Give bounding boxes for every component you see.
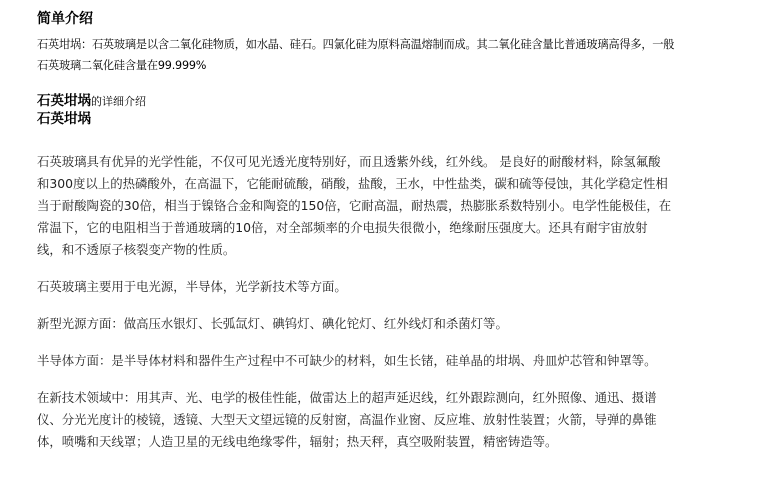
paragraph-line: 半导体方面：是半导体材料和器件生产过程中不可缺少的材料，如生长锗，硅单晶的坩埚、舟皿炉芯管和钟罩等。 — [37, 353, 657, 368]
paragraph-line: 石英玻璃主要用于电光源，半导体，光学新技术等方面。 — [37, 279, 347, 294]
intro-line: 石英坩埚：石英玻璃是以含二氧化硅物质，如水晶、硅石。四氯化硅为原料高温熔制而成。其二氧化硅含量比普通玻璃高得多，一般 — [37, 38, 675, 51]
paragraph-line: 和300度以上的热磷酸外，在高温下，它能耐硫酸，硝酸，盐酸，王水，中性盐类，碳和硫等侵蚀，其化学稳定性相 — [37, 176, 668, 191]
paragraph-line: 常温下，它的电阻相当于普通玻璃的10倍，对全部频率的介电损失很微小，绝缘耐压强度大。还具有耐宇宙放射 — [37, 220, 648, 235]
paragraph-light-sources — [37, 313, 759, 335]
detail-heading-suffix: 的详细介绍 — [91, 95, 146, 108]
intro-line: 石英玻璃二氧化硅含量在99.999% — [37, 59, 207, 72]
paragraph-line: 当于耐酸陶瓷的30倍，相当于镍铬合金和陶瓷的150倍，它耐高温，耐热震，热膨胀系数特别小。电学性能极佳，在 — [37, 198, 672, 213]
paragraph-line: 体，喷嘴和天线罩；人造卫星的无线电绝缘零件，辐射；热天秤，真空吸附装置，精密铸造等。 — [37, 434, 558, 449]
intro-heading: 简单介绍 — [37, 11, 93, 27]
paragraph-properties — [37, 151, 759, 261]
detail-subheading: 石英坩埚 — [37, 111, 91, 127]
detail-heading-product: 石英坩埚 — [37, 93, 91, 109]
intro-text — [37, 34, 759, 76]
paragraph-semiconductor — [37, 350, 759, 372]
detail-heading — [37, 90, 146, 111]
paragraph-new-tech — [37, 387, 759, 453]
detail-body — [37, 151, 759, 468]
paragraph-line: 仪、分光光度计的棱镜，透镜、大型天文望远镜的反射窗，高温作业窗、反应堆、放射性装置；火箭，导弹的鼻锥 — [37, 412, 657, 427]
paragraph-line: 石英玻璃具有优异的光学性能，不仅可见光透光度特别好，而且透紫外线，红外线。 是良好的耐酸材料，除氢氟酸 — [37, 154, 661, 169]
paragraph-line: 新型光源方面：做高压水银灯、长弧氙灯、碘钨灯、碘化铊灯、红外线灯和杀菌灯等。 — [37, 316, 508, 331]
paragraph-line: 在新技术领域中：用其声、光、电学的极佳性能，做雷达上的超声延迟线，红外跟踪测向，红外照像、通迅、摄谱 — [37, 390, 657, 405]
paragraph-line: 线，和不透原子核裂变产物的性质。 — [37, 242, 236, 257]
paragraph-uses — [37, 276, 759, 298]
